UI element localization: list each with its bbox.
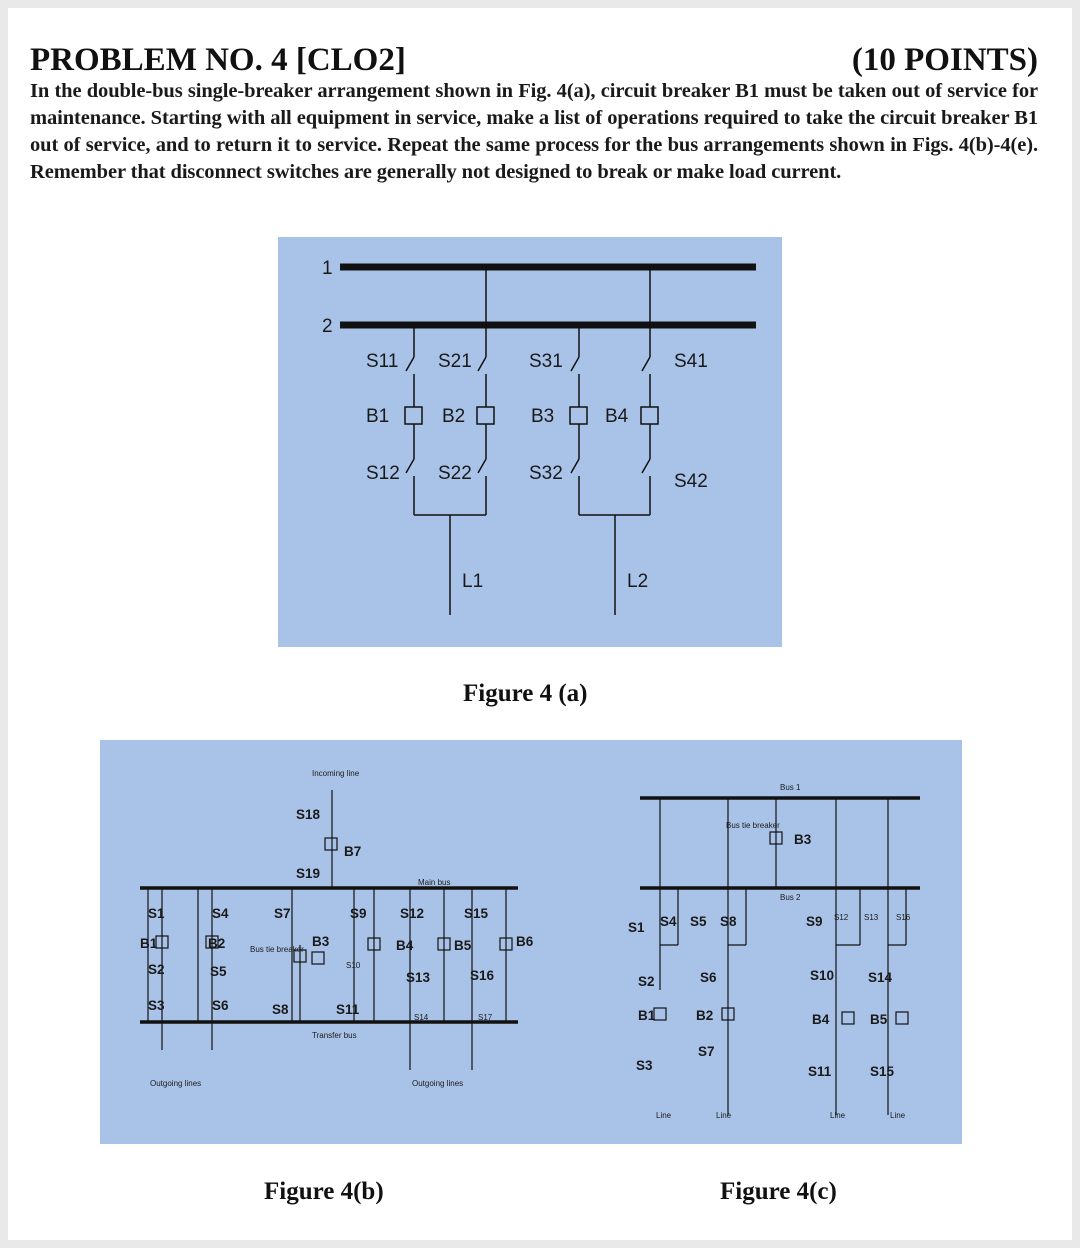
- label-c-bus-tie: Bus tie breaker: [726, 821, 780, 830]
- label-b-s1: S1: [148, 906, 165, 921]
- label-b-s4: S4: [212, 906, 229, 921]
- problem-statement: In the double-bus single-breaker arrangement shown in Fig. 4(a), circuit breaker B1 must be taken out of service for maintenance. Starting with all equipment in service, make a list of operations required to take the circuit breaker B1 out of service, and to return it to service. Repeat the same process for the bus arrangements shown in Figs. 4(b)-4(e). Remember that disconnect switches are generally not designed to break or make load current.: [30, 80, 1038, 183]
- label-b-s16: S16: [470, 968, 495, 983]
- figure-4b-4c-panel: [100, 740, 962, 1144]
- label-b-b6: B6: [516, 934, 534, 949]
- label-b4: B4: [605, 406, 629, 427]
- label-c-s11: S11: [808, 1064, 832, 1079]
- label-b-s3: S3: [148, 998, 165, 1013]
- label-s21: S21: [438, 351, 472, 372]
- figure-4a: [278, 237, 782, 647]
- label-c-line-2: Line: [716, 1111, 732, 1120]
- label-c-b4: B4: [812, 1012, 830, 1027]
- label-b-b3: B3: [312, 934, 330, 949]
- label-bus1: Bus 1: [780, 783, 801, 792]
- label-b-s13: S13: [406, 970, 431, 985]
- label-b-s15: S15: [464, 906, 489, 921]
- label-outgoing-lines-right: Outgoing lines: [412, 1079, 464, 1088]
- label-c-s7: S7: [698, 1044, 715, 1059]
- label-b-s6: S6: [212, 998, 229, 1013]
- label-c-s6: S6: [700, 970, 717, 985]
- label-b-s17: S17: [478, 1013, 493, 1022]
- label-b-s14: S14: [414, 1013, 429, 1022]
- label-c-b2: B2: [696, 1008, 714, 1023]
- label-c-s13: S13: [864, 913, 879, 922]
- breaker-b2: [477, 407, 494, 424]
- label-c-s10: S10: [810, 968, 835, 983]
- label-b-s5: S5: [210, 964, 227, 979]
- label-c-s15: S15: [870, 1064, 895, 1079]
- label-b-s7: S7: [274, 906, 291, 921]
- caption-figure-4a: Figure 4 (a): [463, 680, 588, 707]
- label-c-b1: B1: [638, 1008, 656, 1023]
- label-b-s8: S8: [272, 1002, 289, 1017]
- bus-1-label: 1: [322, 258, 333, 279]
- bus-2-label: 2: [322, 316, 333, 337]
- label-s31: S31: [529, 351, 563, 372]
- caption-figure-4b: Figure 4(b): [264, 1178, 384, 1205]
- label-main-bus: Main bus: [418, 878, 451, 887]
- label-s32: S32: [529, 463, 563, 484]
- figure-4b-4c-diagram: [100, 740, 962, 1144]
- label-b-s18: S18: [296, 807, 321, 822]
- problem-header: [30, 42, 1038, 79]
- problem-title: PROBLEM NO. 4 [CLO2]: [30, 42, 406, 78]
- label-c-s3: S3: [636, 1058, 653, 1073]
- label-c-s9: S9: [806, 914, 823, 929]
- breaker-b1: [405, 407, 422, 424]
- label-l1: L1: [462, 571, 484, 592]
- label-s12: S12: [366, 463, 400, 484]
- label-c-s4: S4: [660, 914, 677, 929]
- label-b-s11: S11: [336, 1002, 360, 1017]
- label-b-s2: S2: [148, 962, 165, 977]
- label-c-s8: S8: [720, 914, 737, 929]
- label-transfer-bus: Transfer bus: [312, 1031, 357, 1040]
- label-outgoing-lines-left: Outgoing lines: [150, 1079, 202, 1088]
- label-bus2: Bus 2: [780, 893, 801, 902]
- label-b-b7: B7: [344, 844, 362, 859]
- label-b-b4: B4: [396, 938, 414, 953]
- label-c-b3: B3: [794, 832, 812, 847]
- label-c-s2: S2: [638, 974, 655, 989]
- breaker-b3: [570, 407, 587, 424]
- label-c-line-1: Line: [656, 1111, 672, 1120]
- label-c-line-3: Line: [830, 1111, 846, 1120]
- label-b-b5: B5: [454, 938, 472, 953]
- figure-4a-diagram: [278, 237, 782, 647]
- label-s41: S41: [674, 351, 708, 372]
- label-b1: B1: [366, 406, 390, 427]
- label-c-s14: S14: [868, 970, 893, 985]
- label-s42: S42: [674, 471, 708, 492]
- label-l2: L2: [627, 571, 649, 592]
- label-bus-tie-breaker: Bus tie breaker: [250, 945, 304, 954]
- label-c-s12: S12: [834, 913, 849, 922]
- label-b-s10: S10: [346, 961, 361, 970]
- breaker-b4: [641, 407, 658, 424]
- label-b-s19: S19: [296, 866, 321, 881]
- label-s11: S11: [366, 351, 399, 372]
- label-c-s16: S16: [896, 913, 911, 922]
- caption-figure-4c: Figure 4(c): [720, 1178, 837, 1205]
- label-b2: B2: [442, 406, 466, 427]
- label-c-line-4: Line: [890, 1111, 906, 1120]
- problem-points: (10 POINTS): [851, 42, 1038, 78]
- label-incoming-line: Incoming line: [312, 769, 360, 778]
- label-c-b5: B5: [870, 1012, 888, 1027]
- document-page: [8, 8, 1072, 1240]
- label-s22: S22: [438, 463, 472, 484]
- label-c-s5: S5: [690, 914, 707, 929]
- label-c-s1: S1: [628, 920, 645, 935]
- label-b-b1: B1: [140, 936, 158, 951]
- label-b3: B3: [531, 406, 555, 427]
- label-b-s9: S9: [350, 906, 367, 921]
- label-b-s12: S12: [400, 906, 425, 921]
- label-b-b2: B2: [208, 936, 226, 951]
